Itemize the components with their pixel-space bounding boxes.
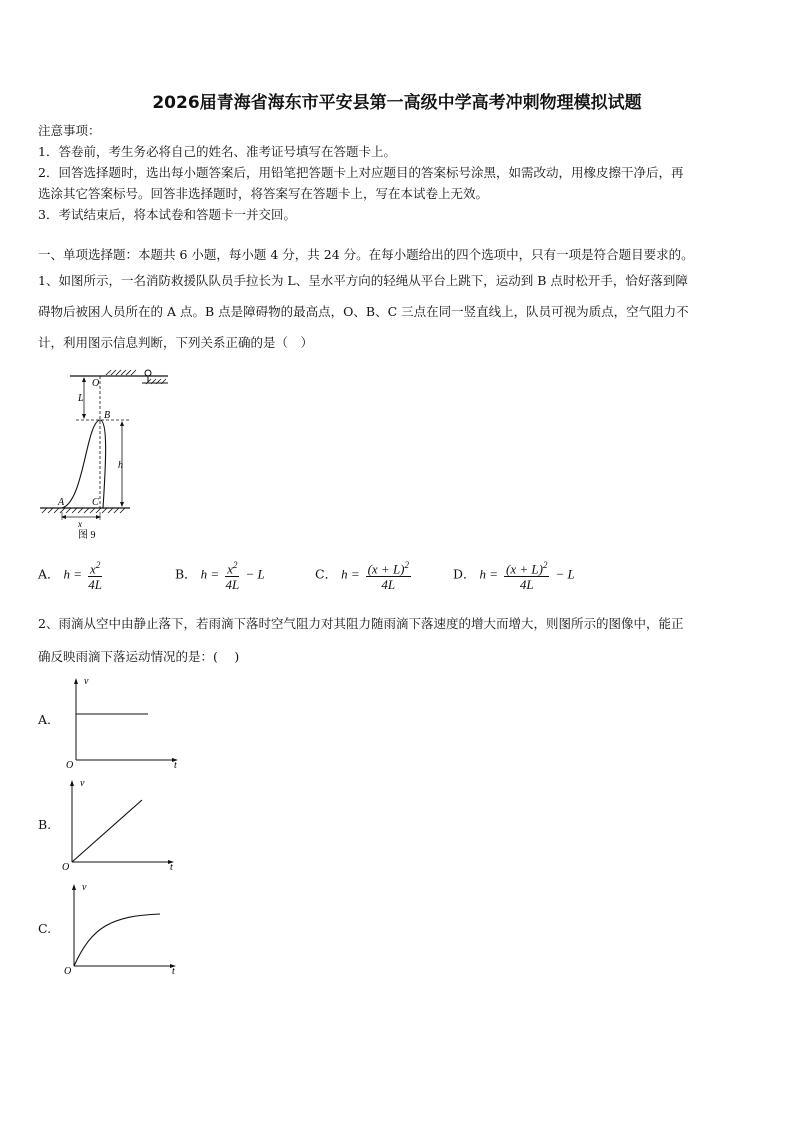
curve-linear	[72, 800, 142, 862]
label-C: C	[92, 497, 99, 508]
svg-text:v: v	[82, 882, 87, 893]
platform-hatch	[106, 370, 166, 384]
q1-line-3: 计，利用图示信息判断，下列关系正确的是（ ）	[38, 335, 314, 350]
q1-line-1: 1、如图所示，一名消防救援队队员手拉长为 L、呈水平方向的轻绳从平台上跳下，运动到 B 点时松开手，恰好落到障	[38, 273, 688, 288]
svg-text:t: t	[172, 966, 175, 976]
q2-option-c-label[interactable]: C.	[38, 921, 52, 936]
q1-figure	[34, 362, 184, 542]
svg-text:O: O	[66, 760, 74, 770]
q2-graph-b[interactable]	[60, 776, 180, 872]
svg-text:v: v	[80, 778, 85, 789]
q2-line-1: 2、雨滴从空中由静止落下，若雨滴下落时空气阻力对其阻力随雨滴下落速度的增大而增大，则图所示的图像中，能正	[38, 616, 684, 631]
svg-text:t: t	[174, 760, 177, 770]
label-h: h	[118, 460, 123, 471]
svg-text:v: v	[84, 676, 89, 687]
label-A: A	[58, 497, 65, 508]
label-x: x	[78, 519, 82, 529]
notice-item-3: 3．考试结束后，将本试卷和答题卡一并交回。	[38, 207, 296, 222]
section-heading: 一、单项选择题：本题共 6 小题，每小题 4 分，共 24 分。在每小题给出的四个选项中，只有一项是符合题目要求的。	[38, 247, 694, 262]
q2-option-b-label[interactable]: B.	[38, 817, 52, 832]
q2-graph-a[interactable]	[64, 674, 184, 770]
notice-heading: 注意事项：	[38, 123, 101, 138]
notice-item-2: 2．回答选择题时，选出每小题答案后，用铅笔把答题卡上对应题目的答案标号涂黑，如需改动，用橡皮擦干净后，再	[38, 165, 684, 180]
svg-text:t: t	[170, 862, 173, 872]
label-B: B	[104, 410, 111, 421]
q1-line-2: 碍物后被困人员所在的 A 点。B 点是障碍物的最高点，O、B、C 三点在同一竖直线上，队员可视为质点，空气阻力不	[38, 304, 689, 319]
q1-option-b[interactable]: B． h = $\frac{x^2}{4L}$ − L	[175, 560, 265, 593]
q2-line-2: 确反映雨滴下落运动情况的是：( )	[38, 649, 240, 664]
q2-option-a-label[interactable]: A.	[38, 712, 52, 727]
page-title: 2026届青海省海东市平安县第一高级中学高考冲刺物理模拟试题	[152, 93, 642, 113]
label-O: O	[92, 378, 100, 389]
q2-graph-c[interactable]	[62, 880, 182, 976]
label-L: L	[78, 393, 84, 404]
notice-item-1: 1．答卷前，考生务必将自己的姓名、准考证号填写在答题卡上。	[38, 144, 396, 159]
q1-option-c[interactable]: C． h = $\frac{(x + L)^2}{4L}$	[315, 560, 410, 593]
notice-item-2-cont: 选涂其它答案标号。回答非选择题时，将答案写在答题卡上，写在本试卷上无效。	[38, 186, 489, 201]
pivot-icon	[145, 370, 151, 376]
curve-saturating	[74, 914, 160, 966]
svg-text:O: O	[62, 862, 70, 872]
ground-hatch	[42, 508, 125, 513]
q1-option-d[interactable]: D． h = $\frac{(x + L)^2}{4L}$ − L	[453, 560, 575, 593]
q1-option-a[interactable]: A． h = $\frac{x^2}{4L}$	[38, 560, 103, 593]
svg-text:O: O	[64, 966, 72, 976]
figure-caption: 图 9	[78, 530, 96, 541]
obstacle-curve	[62, 420, 106, 508]
